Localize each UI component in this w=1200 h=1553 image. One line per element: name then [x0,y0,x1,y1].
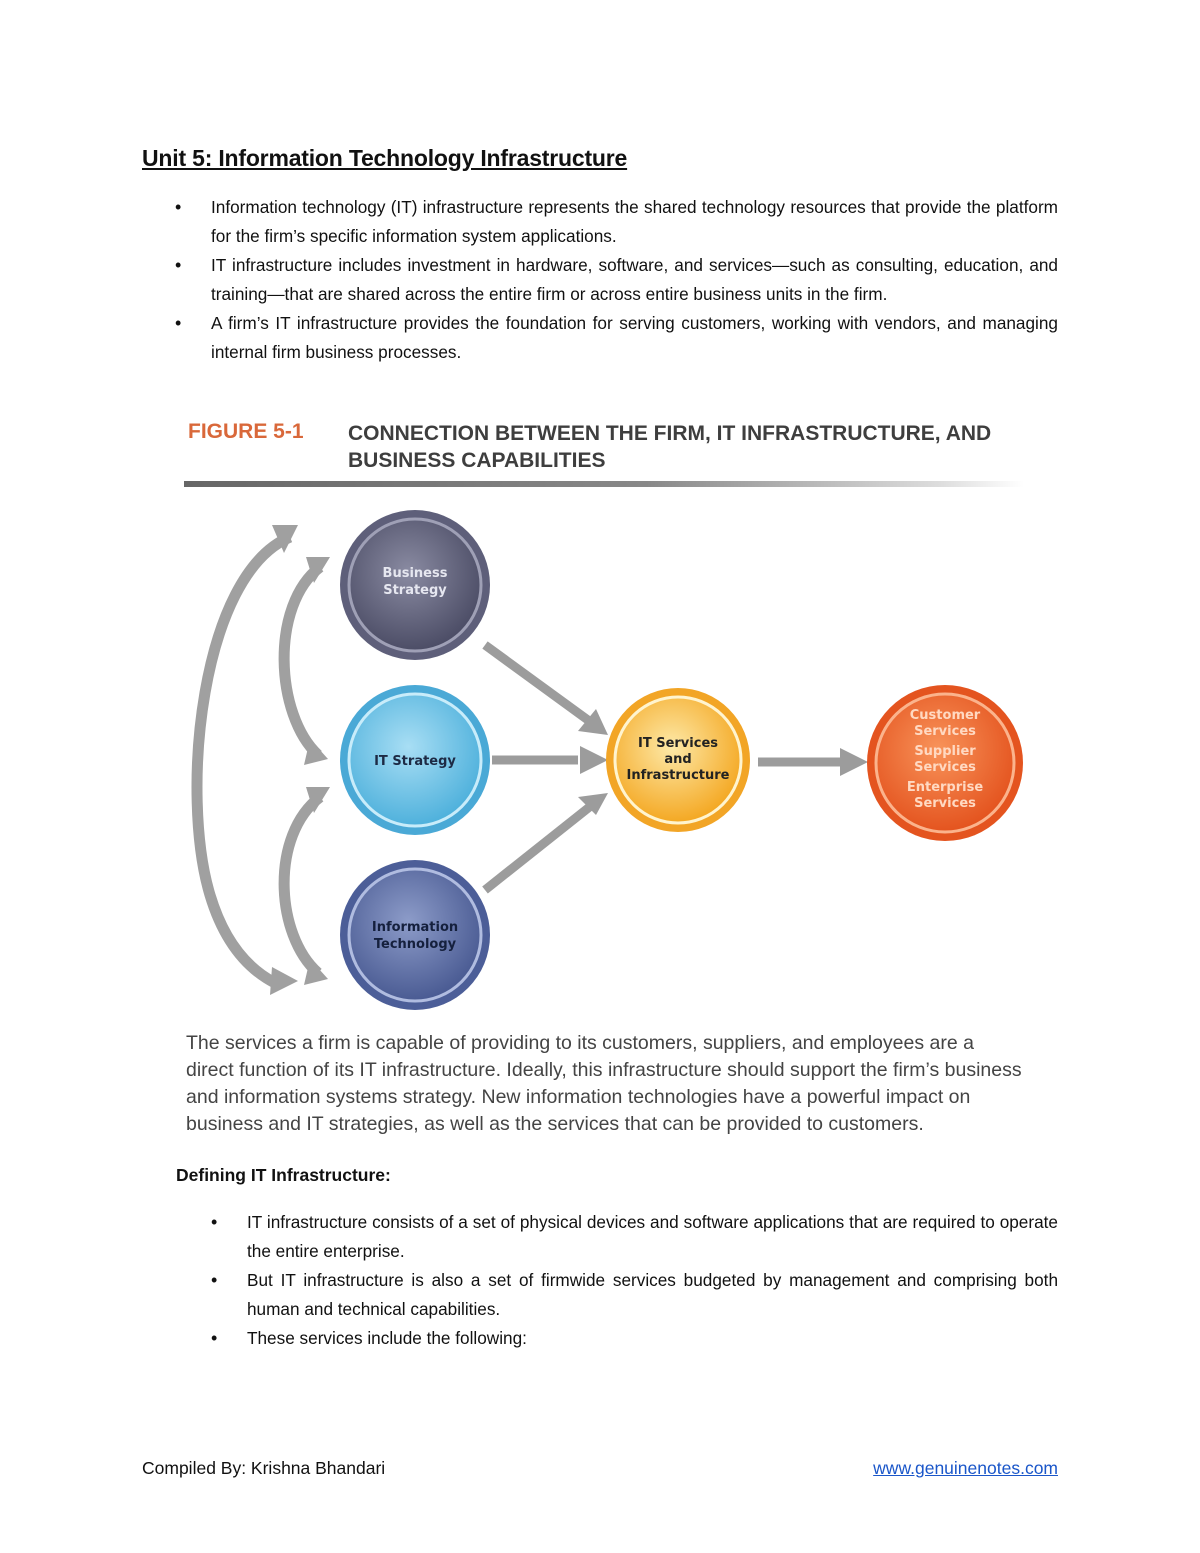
figure-label: FIGURE 5-1 [188,420,304,443]
list-item: • IT infrastructure consists of a set of physical devices and software applications that are required to operate the entire enterprise. [247,1208,1058,1266]
figure-divider [184,481,1024,487]
node-label: Customer [909,708,981,723]
figure-caption: The services a firm is capable of providing to its customers, suppliers, and employees are a direct function of its IT infrastructure. Ideally, this infrastructure should support the firm’s business and information systems strategy. New information technologies have a powerful impact on business and IT strategies, as well as the services that can be provided to customers. [186,1032,1022,1135]
figure-title: CONNECTION BETWEEN THE FIRM, IT INFRASTRUCTURE, AND BUSINESS CAPABILITIES [348,422,992,472]
arrowhead [580,746,608,774]
business-strategy-node [340,510,490,660]
node-label: and [664,752,692,767]
list-item: • A firm’s IT infrastructure provides the foundation for serving customers, working with vendors, and managing internal firm business processes. [211,309,1058,367]
node-label: Information [371,920,459,935]
lower-inner-curve-arrow [284,797,320,973]
node-label: Infrastructure [626,768,730,783]
section-heading: Defining IT Infrastructure: [176,1165,391,1185]
node-label: IT Services [637,736,719,751]
it-strategy-node [340,685,490,835]
footer-website-link[interactable]: www.genuinenotes.com [873,1458,1058,1478]
feedback-arrows [197,537,320,983]
node-label: Services [914,724,976,739]
upper-inner-curve-arrow [284,567,320,755]
footer-author: Compiled By: Krishna Bhandari [142,1458,386,1478]
list-item: • But IT infrastructure is also a set of firmwide services budgeted by management and comprising both human and technical capabilities. [247,1266,1058,1324]
node-label: Enterprise [906,780,984,795]
node-label: Supplier [914,744,976,759]
node-label: Services [914,760,976,775]
section-bullet-list [247,1208,1058,1353]
page-title: Unit 5: Information Technology Infrastructure [142,145,628,171]
arrow-inf-to-svc [485,805,592,890]
node-label: Services [914,796,976,811]
arrowhead [840,748,868,776]
figure-5-1 [180,410,1030,1150]
node-label: Business [382,566,448,581]
arrow-bs-to-svc [485,645,592,723]
node-label: Strategy [383,583,447,598]
intro-bullet-list [211,193,1058,367]
it-services-node [606,688,750,832]
list-item: • IT infrastructure includes investment in hardware, software, and services—such as consulting, education, and training—that are shared across the entire firm or across entire business units in the firm. [211,251,1058,309]
node-label: IT Strategy [374,754,456,769]
list-item: • Information technology (IT) infrastructure represents the shared technology resources that provide the platform for the firm’s specific information system applications. [211,193,1058,251]
node-label: Technology [373,937,457,952]
outcomes-node [867,685,1023,841]
figure-diagram [180,495,1030,1025]
outer-curve-arrow [197,537,290,983]
information-technology-node [340,860,490,1010]
list-item: • These services include the following: [247,1324,1058,1353]
